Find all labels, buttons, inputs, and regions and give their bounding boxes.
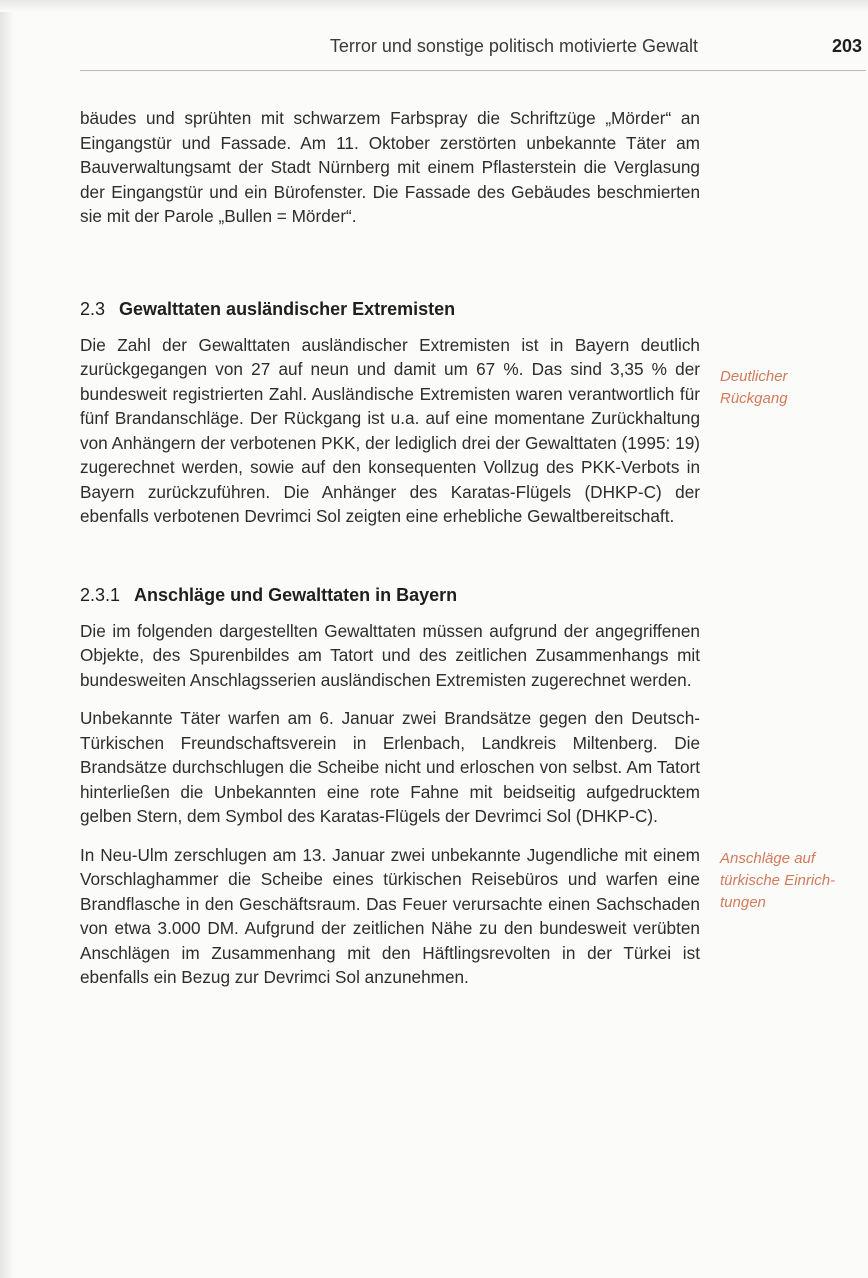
page-number: 203 xyxy=(831,36,862,56)
paragraph-intro-attacks: Die im folgenden dargestellten Gewalttaten müssen aufgrund der angegriffenen Objekte, des Spurenbildes am Tatort und des zeitlichen Zusammenhangs mit bundesweiten Anschlagsserien ausländischen Extremisten zugerechnet werden. xyxy=(80,620,700,690)
header-rule xyxy=(80,70,866,71)
margin-note-line: Deutlicher xyxy=(720,368,788,385)
section-heading-2-3 xyxy=(80,297,700,321)
section-heading-2-3-1 xyxy=(80,583,700,607)
margin-note-decline xyxy=(720,366,860,410)
running-title: Terror und sonstige politisch motivierte Gewalt xyxy=(329,36,698,56)
margin-note-line: tungen xyxy=(720,894,766,911)
page-edge-shadow xyxy=(0,0,14,1278)
paragraph-continuation: bäudes und sprühten mit schwarzem Farbspray die Schriftzüge „Mörder“ an Eingangstür und Fassade. Am 11. Oktober zerstörten unbekannte Täter am Bauverwaltungsamt der Stadt Nürnberg mit einem Pflasterstein die Verglasung der Eingangstür und ein Bürofenster. Die Fassade des Gebäudes beschmierten sie mit der Parole „Bullen = Mörder“. xyxy=(80,108,700,226)
main-text-column xyxy=(80,106,700,990)
margin-note-line: Anschläge auf xyxy=(720,850,816,867)
margin-note-line: Rückgang xyxy=(720,390,788,407)
section-title: Gewalttaten ausländischer Extremisten xyxy=(119,298,456,319)
margin-note-line: türkische Einrich- xyxy=(720,872,836,889)
paragraph-decline: Die Zahl der Gewalttaten ausländischer Extremisten ist in Bayern deutlich zurückgegangen von 27 auf neun und damit um 67 %. Das sind 3,35 % der bundesweit registrierten Zahl. Ausländische Extremisten waren verantwortlich für fünf Brandanschläge. Der Rückgang ist u.a. auf eine momentane Zurückhaltung von Anhängern der verbotenen PKK, der lediglich drei der Gewalttaten (1995: 19) zugerechnet werden, sowie auf den konsequenten Vollzug des PKK-Verbots in Bayern zurückzuführen. Die Anhänger des Karatas-Flügels (DHKP-C) der ebenfalls verbotenen Devrimci Sol zeigten eine erhebliche Gewaltbereitschaft. xyxy=(80,334,700,526)
page-top-shadow xyxy=(0,0,868,12)
paragraph-erlenbach: Unbekannte Täter warfen am 6. Januar zwei Brandsätze gegen den Deutsch-Türkischen Freundschaftsverein in Erlenbach, Landkreis Miltenberg. Die Brandsätze durchschlugen die Scheibe nicht und erloschen von selbst. Am Tatort hinterließen die Unbekannten eine rote Fahne mit beidseitig aufgedrucktem gelben Stern, dem Symbol des Karatas-Flügels der Devrimci Sol (DHKP-C). xyxy=(80,708,700,826)
margin-note-attacks xyxy=(720,848,860,914)
section-number: 2.3 xyxy=(80,298,106,319)
section-title: Anschläge und Gewalttaten in Bayern xyxy=(134,584,458,605)
section-number: 2.3.1 xyxy=(80,584,121,605)
paragraph-neu-ulm: In Neu-Ulm zerschlugen am 13. Januar zwei unbekannte Jugendliche mit einem Vorschlaghammer die Scheibe eines türkischen Reisebüros und warfen eine Brandflasche in den Geschäftsraum. Das Feuer verursachte einen Sachschaden von etwa 3.000 DM. Aufgrund der zeitlichen Nähe zu den bundesweit verübten Anschlägen im Zusammenhang mit den Häftlingsrevolten in der Türkei ist ebenfalls ein Bezug zur Devrimci Sol anzunehmen. xyxy=(80,844,700,987)
running-header xyxy=(80,36,868,66)
